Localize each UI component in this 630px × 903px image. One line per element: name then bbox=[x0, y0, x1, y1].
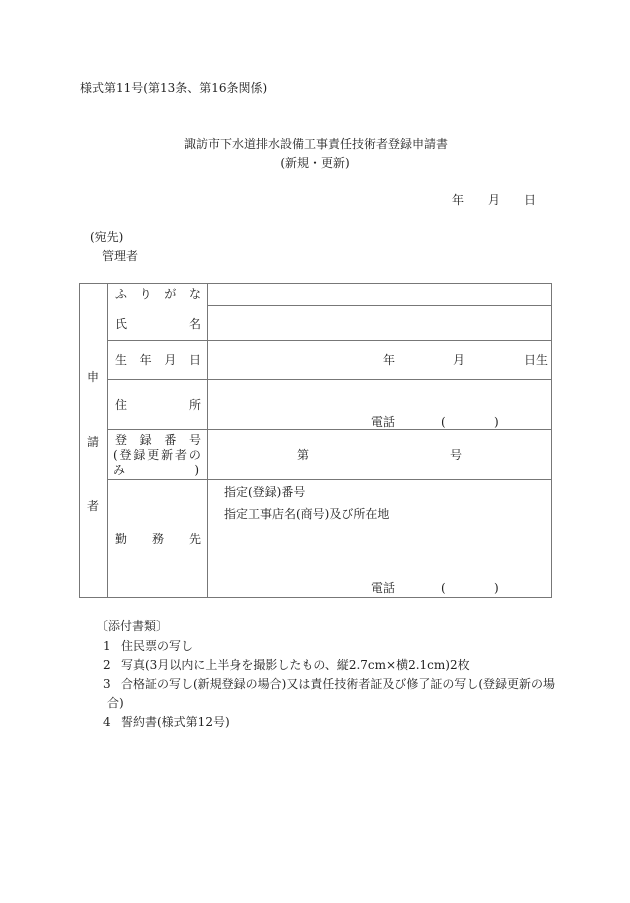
birthdate-year: 年 bbox=[383, 353, 396, 367]
addressee-name: 管理者 bbox=[102, 249, 139, 263]
date-month: 月 bbox=[488, 193, 501, 207]
attachments-heading: 〔添付書類〕 bbox=[96, 619, 169, 633]
document-title: 諏訪市下水道排水設備工事責任技術者登録申請書 bbox=[184, 137, 449, 151]
birthdate-month: 月 bbox=[453, 353, 466, 367]
attachment-text-continuation: 合) bbox=[107, 696, 124, 710]
name-label: 氏 名 bbox=[115, 317, 201, 331]
address-phone-label: 電話 bbox=[371, 415, 396, 429]
side-label-char: 者 bbox=[87, 499, 100, 513]
birthdate-label: 生 年 月 日 bbox=[115, 353, 201, 367]
birthdate-day: 日生 bbox=[524, 353, 549, 367]
addressee-label: (宛先) bbox=[90, 230, 124, 244]
side-label-char: 請 bbox=[87, 435, 100, 449]
attachment-number: 4 bbox=[103, 715, 111, 729]
side-label-char: 申 bbox=[87, 370, 100, 384]
attachment-text: 合格証の写し(新規登録の場合)又は責任技術者証及び修了証の写し(登録更新の場 bbox=[121, 677, 556, 691]
table-border-left bbox=[79, 283, 80, 598]
furigana-field[interactable] bbox=[208, 284, 551, 305]
workplace-phone-close: ) bbox=[494, 581, 499, 595]
registration-prefix: 第 bbox=[297, 448, 310, 462]
attachment-number: 2 bbox=[103, 658, 111, 672]
attachment-text: 写真(3月以内に上半身を撮影したもの、縦2.7cm×横2.1cm)2枚 bbox=[121, 658, 470, 672]
workplace-label: 勤 務 先 bbox=[115, 532, 201, 546]
document-subtitle: (新規・更新) bbox=[280, 156, 350, 170]
workplace-phone-label: 電話 bbox=[371, 581, 396, 595]
address-phone-close: ) bbox=[494, 415, 499, 429]
date-year: 年 bbox=[452, 193, 465, 207]
shop-name-label: 指定工事店名(商号)及び所在地 bbox=[224, 507, 390, 521]
table-border-right bbox=[551, 283, 552, 598]
attachment-number: 3 bbox=[103, 677, 111, 691]
attachment-text: 誓約書(様式第12号) bbox=[121, 715, 230, 729]
side-column-divider bbox=[107, 283, 108, 598]
date-day: 日 bbox=[524, 193, 537, 207]
form-number: 様式第11号(第13条、第16条関係) bbox=[80, 81, 268, 95]
furigana-label: ふ り が な bbox=[115, 287, 201, 301]
workplace-field[interactable] bbox=[208, 480, 551, 597]
address-label: 住 所 bbox=[115, 398, 201, 412]
birthdate-field[interactable] bbox=[208, 341, 551, 379]
address-field[interactable] bbox=[208, 380, 551, 429]
registration-suffix: 号 bbox=[450, 448, 463, 462]
table-border-bottom bbox=[79, 597, 552, 598]
registration-number-field[interactable] bbox=[208, 430, 551, 479]
address-phone-open: ( bbox=[441, 415, 446, 429]
attachment-number: 1 bbox=[103, 639, 111, 653]
name-field[interactable] bbox=[208, 306, 551, 340]
workplace-phone-open: ( bbox=[441, 581, 446, 595]
attachment-text: 住民票の写し bbox=[121, 639, 194, 653]
designation-number-label: 指定(登録)番号 bbox=[224, 485, 306, 499]
